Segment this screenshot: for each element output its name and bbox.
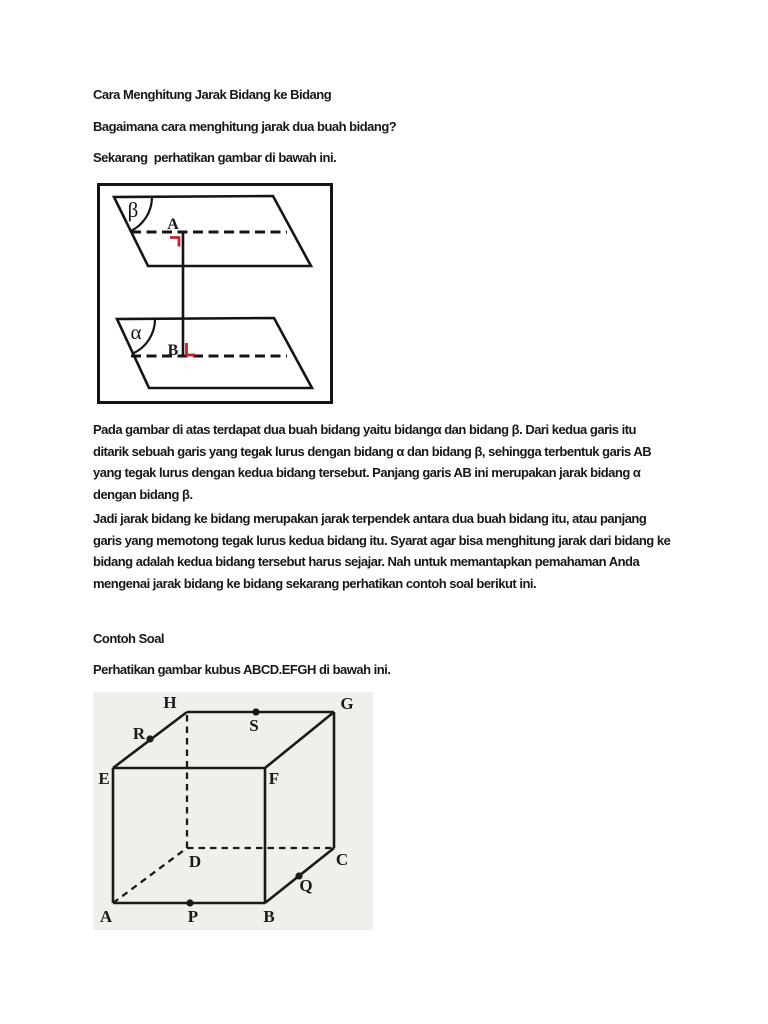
cube-vertex-b-label: B xyxy=(263,907,275,926)
paragraph-line: dengan bidang β. xyxy=(93,486,193,502)
cube-point-p-label: P xyxy=(187,907,199,926)
paragraph-explanation-1 xyxy=(93,419,651,505)
paragraph-line: ditarik sebuah garis yang tegak lurus dengan bidang α dan bidang β, sehingga terbentuk garis AB xyxy=(93,443,652,459)
cube-vertex-h-label: H xyxy=(163,693,177,712)
right-angle-mark-a xyxy=(170,238,179,247)
right-angle-mark-b xyxy=(187,343,196,355)
planes-distance-figure xyxy=(97,183,333,404)
paragraph-line: garis yang memotong tegak lurus kedua bidang itu. Syarat agar bisa menghitung jarak dari bidang ke xyxy=(93,532,671,548)
paragraph-line: mengenai jarak bidang ke bidang sekarang perhatikan contoh soal berikut ini. xyxy=(93,575,537,591)
paragraph-explanation-2 xyxy=(93,508,670,594)
cube-vertex-e-label: E xyxy=(98,769,110,788)
paragraph-line: Pada gambar di atas terdapat dua buah bidang yaitu bidangα dan bidang β. Dari kedua garis itu xyxy=(93,422,636,437)
paragraph-line: bidang adalah kedua bidang tersebut harus sejajar. Nah untuk memantapkan pemahaman Anda xyxy=(93,554,640,570)
paragraph-line: yang tegak lurus dengan kedua bidang tersebut. Panjang garis AB ini merupakan jarak bidang α xyxy=(93,465,641,481)
cube-figure xyxy=(93,692,373,930)
point-s-dot xyxy=(252,708,259,715)
point-r-dot xyxy=(146,735,153,742)
point-a-label: A xyxy=(167,216,179,233)
example-heading: Contoh Soal xyxy=(93,631,165,646)
intro-question: Bagaimana cara menghitung jarak dua buah bidang? xyxy=(93,119,397,134)
page-title: Cara Menghitung Jarak Bidang ke Bidang xyxy=(93,87,332,102)
beta-label: β xyxy=(127,198,139,222)
point-b-label: B xyxy=(167,342,179,359)
example-instruction: Perhatikan gambar kubus ABCD.EFGH di bawah ini. xyxy=(93,662,391,677)
point-p-dot xyxy=(186,899,193,906)
cube-vertex-c-label: C xyxy=(335,850,349,869)
cube-vertex-a-label: A xyxy=(99,907,113,926)
intro-instruction: Sekarang perhatikan gambar di bawah ini. xyxy=(93,150,337,165)
cube-vertex-d-label: D xyxy=(188,852,202,871)
cube-point-r-label: R xyxy=(132,724,146,743)
plane-alpha xyxy=(117,318,312,388)
cube-vertex-f-label: F xyxy=(268,769,280,788)
cube-point-s-label: S xyxy=(249,716,259,735)
cube-vertex-g-label: G xyxy=(340,694,354,713)
alpha-label: α xyxy=(130,320,142,344)
paragraph-line: Jadi jarak bidang ke bidang merupakan jarak terpendek antara dua buah bidang itu, atau panjang xyxy=(93,511,647,526)
cube-point-q-label: Q xyxy=(299,876,313,895)
